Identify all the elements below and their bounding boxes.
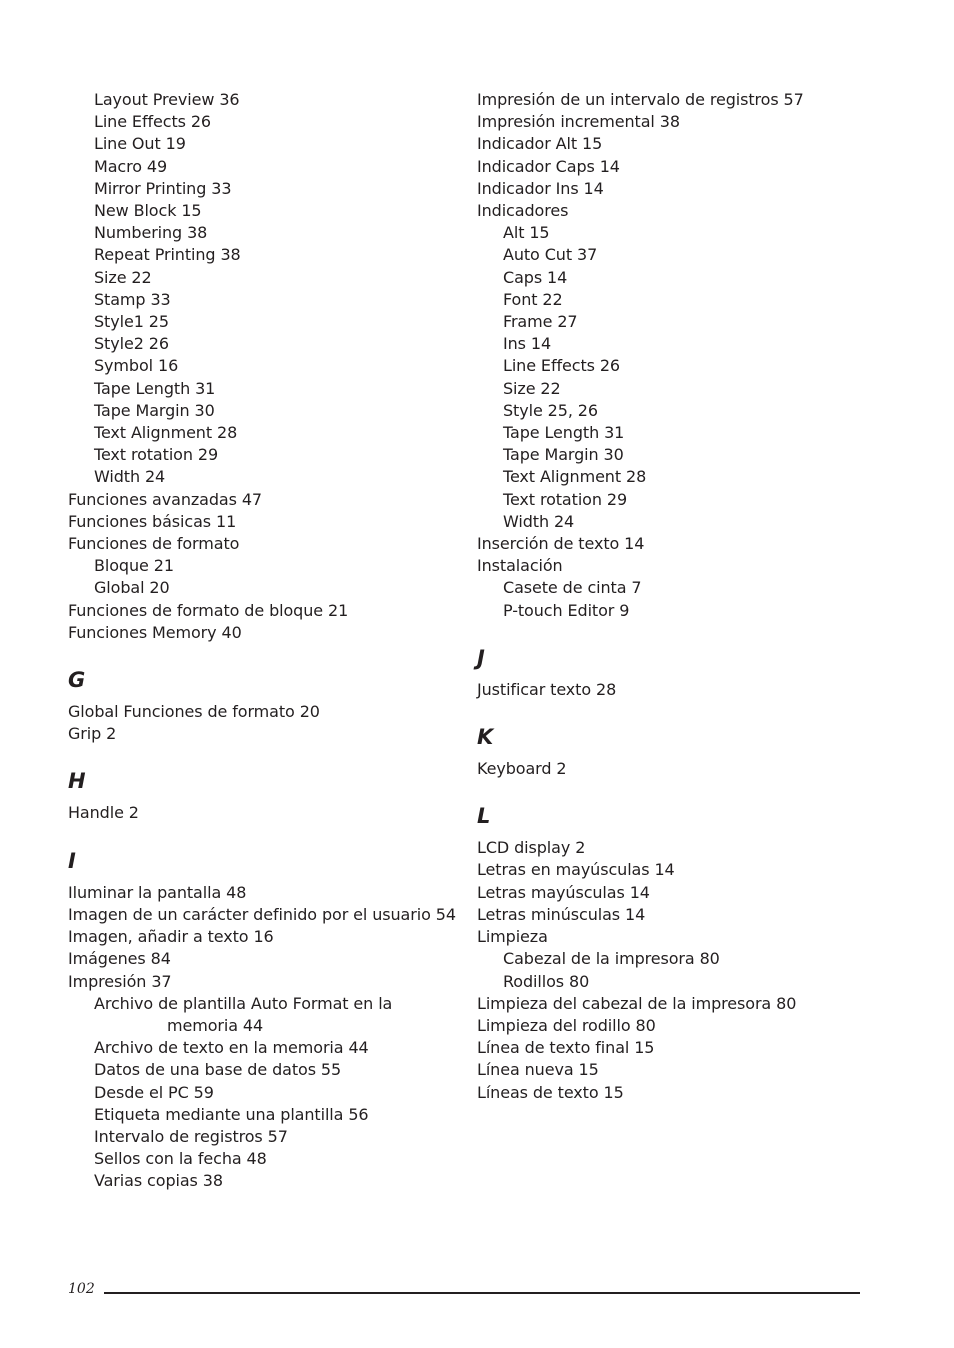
- index-subentry: Auto Cut 37: [503, 245, 598, 265]
- index-entry: Limpieza del cabezal de la impresora 80: [477, 993, 797, 1013]
- index-entry: Imagen de un carácter definido por el usuario 54: [68, 904, 456, 924]
- index-subentry: Text Alignment 28: [94, 423, 238, 443]
- index-entry: Funciones de formato: [68, 534, 240, 554]
- letter-gap: [68, 794, 458, 802]
- index-subentry: Text rotation 29: [94, 445, 219, 465]
- index-subentry: Varias copias 38: [94, 1171, 223, 1191]
- index-subentry: Style 25, 26: [503, 400, 598, 420]
- index-subentry: Numbering 38: [94, 223, 208, 243]
- index-entry: Justificar texto 28: [477, 679, 617, 699]
- index-entry: Keyboard 2: [477, 759, 567, 779]
- index-subentry: Bloque 21: [94, 556, 174, 576]
- index-entry: Impresión 37: [68, 971, 172, 991]
- index-subentry: Tape Length 31: [503, 423, 625, 443]
- index-subentry: Line Effects 26: [503, 356, 621, 376]
- index-subentry: Sellos con la fecha 48: [94, 1149, 267, 1169]
- index-subentry: Text Alignment 28: [503, 467, 647, 487]
- index-subentry: Intervalo de registros 57: [94, 1126, 288, 1146]
- index-entry: Funciones avanzadas 47: [68, 489, 263, 509]
- letter-gap: [68, 874, 458, 882]
- index-subentry: Size 22: [94, 267, 152, 287]
- index-entry: Indicador Ins 14: [477, 178, 604, 198]
- index-entry: Indicador Alt 15: [477, 134, 603, 154]
- footer-rule: [104, 1292, 860, 1294]
- section-gap: [477, 780, 877, 803]
- index-subentry: P-touch Editor 9: [503, 600, 630, 620]
- index-subentry: Tape Margin 30: [94, 400, 215, 420]
- section-gap: [477, 622, 877, 645]
- index-entry: Instalación: [477, 556, 563, 576]
- section-letter: J: [477, 645, 485, 670]
- index-entry: Línea de texto final 15: [477, 1038, 655, 1058]
- index-entry: Funciones básicas 11: [68, 511, 237, 531]
- index-entry: Letras minúsculas 14: [477, 904, 646, 924]
- index-subentry: Style2 26: [94, 334, 169, 354]
- index-subentry: Repeat Printing 38: [94, 245, 241, 265]
- letter-gap: [68, 693, 458, 701]
- index-entry: Imágenes 84: [68, 949, 171, 969]
- index-entry: Global Funciones de formato 20: [68, 702, 320, 722]
- section-gap: [68, 644, 458, 667]
- letter-gap: [477, 671, 877, 679]
- index-subentry: Tape Margin 30: [503, 445, 624, 465]
- page-number: 102: [68, 1281, 95, 1297]
- section-gap: [477, 701, 877, 724]
- index-column-right: [477, 89, 877, 1104]
- index-subentry: Cabezal de la impresora 80: [503, 949, 720, 969]
- index-subentry: Frame 27: [503, 312, 578, 332]
- index-entry: LCD display 2: [477, 838, 586, 858]
- index-subentry: Desde el PC 59: [94, 1082, 214, 1102]
- index-entry: Iluminar la pantalla 48: [68, 882, 247, 902]
- section-letter: G: [68, 668, 86, 693]
- index-entry: Limpieza del rodillo 80: [477, 1015, 656, 1035]
- index-subentry: Ins 14: [503, 334, 552, 354]
- index-subentry: Font 22: [503, 289, 563, 309]
- index-subentry: Size 22: [503, 378, 561, 398]
- section-letter: L: [477, 804, 491, 829]
- index-entry: Inserción de texto 14: [477, 534, 645, 554]
- index-subentry: Width 24: [94, 467, 166, 487]
- index-subentry: Macro 49: [94, 156, 168, 176]
- index-subentry: Tape Length 31: [94, 378, 216, 398]
- index-subentry: Rodillos 80: [503, 971, 590, 991]
- index-subentry: Width 24: [503, 511, 575, 531]
- index-entry: Letras en mayúsculas 14: [477, 860, 675, 880]
- index-entry: Indicador Caps 14: [477, 156, 620, 176]
- index-subentry: Text rotation 29: [503, 489, 628, 509]
- index-subentry: Archivo de texto en la memoria 44: [94, 1038, 369, 1058]
- letter-gap: [477, 829, 877, 837]
- index-entry: Líneas de texto 15: [477, 1082, 624, 1102]
- index-subentry: Style1 25: [94, 312, 169, 332]
- index-subentry: Global 20: [94, 578, 170, 598]
- index-subentry: Archivo de plantilla Auto Format en la: [94, 993, 393, 1013]
- index-entry: Limpieza: [477, 927, 548, 947]
- index-subentry: Symbol 16: [94, 356, 179, 376]
- letter-gap: [477, 750, 877, 758]
- section-letter: K: [477, 725, 494, 750]
- index-entry: Línea nueva 15: [477, 1060, 599, 1080]
- section-letter: I: [68, 848, 76, 873]
- index-entry: Impresión de un intervalo de registros 57: [477, 90, 804, 109]
- index-subentry: Stamp 33: [94, 289, 171, 309]
- index-subentry: memoria 44: [167, 1015, 264, 1035]
- index-subentry: New Block 15: [94, 201, 202, 221]
- index-subentry: Caps 14: [503, 267, 568, 287]
- index-subentry: Line Out 19: [94, 134, 186, 154]
- index-entry: Letras mayúsculas 14: [477, 882, 650, 902]
- index-entry: Funciones de formato de bloque 21: [68, 600, 349, 620]
- section-gap: [68, 825, 458, 848]
- index-subentry: Casete de cinta 7: [503, 578, 642, 598]
- index-entry: Handle 2: [68, 803, 139, 823]
- section-gap: [68, 745, 458, 768]
- index-subentry: Datos de una base de datos 55: [94, 1060, 342, 1080]
- index-entry: Grip 2: [68, 724, 117, 744]
- index-subentry: Etiqueta mediante una plantilla 56: [94, 1104, 369, 1124]
- index-subentry: Mirror Printing 33: [94, 178, 232, 198]
- index-entry: Impresión incremental 38: [477, 112, 680, 132]
- index-subentry: Alt 15: [503, 223, 550, 243]
- section-letter: H: [68, 769, 86, 794]
- index-subentry: Layout Preview 36: [94, 90, 240, 109]
- index-column-left: [68, 89, 458, 1193]
- index-entry: Indicadores: [477, 201, 569, 221]
- index-entry: Imagen, añadir a texto 16: [68, 927, 274, 947]
- index-subentry: Line Effects 26: [94, 112, 212, 132]
- index-entry: Funciones Memory 40: [68, 622, 242, 642]
